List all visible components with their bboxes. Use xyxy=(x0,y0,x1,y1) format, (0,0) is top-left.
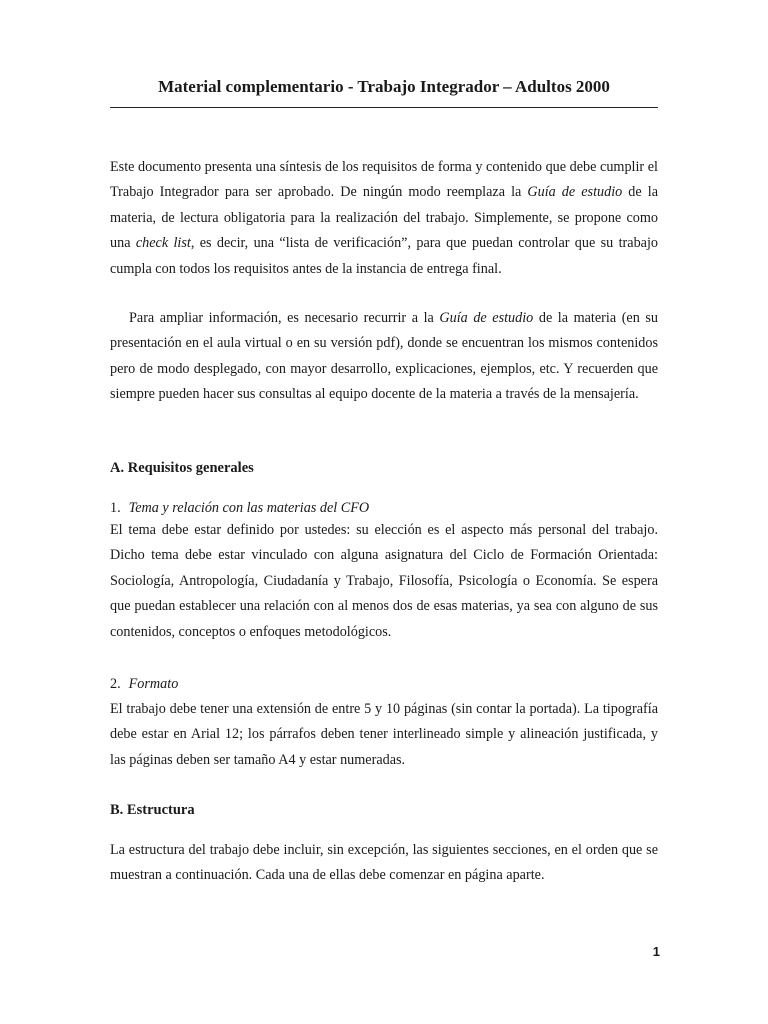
section-a-item-1-title xyxy=(110,497,658,519)
section-a-heading: A. Requisitos generales xyxy=(110,460,254,476)
section-b-heading: B. Estructura xyxy=(110,802,195,818)
intro-p2-guia: Guía de estudio xyxy=(439,310,534,326)
intro-p1-check-list: check list xyxy=(135,235,191,252)
page-number: 1 xyxy=(652,944,660,959)
intro-paragraph-1 xyxy=(110,155,658,282)
intro-p1-part-a: Este documento presenta una síntesis de los requisitos de forma y contenido que debe cumplir el Trabajo Integrador para ser aprobado. De ningún modo reemplaza la xyxy=(110,159,658,201)
section-b-body: La estructura del trabajo debe incluir, sin excepción, las siguientes secciones, en el orden que se muestran a continuación. Cada una de ellas debe comenzar en página aparte. xyxy=(110,842,658,884)
intro-paragraph-2 xyxy=(110,306,658,408)
page-header-title: Material complementario - Trabajo Integrador – Adultos 2000 xyxy=(158,77,610,96)
intro-p1-part-b: de la materia, de lectura obligatoria para la realización del trabajo. Simplemente, se propone como una xyxy=(110,184,658,252)
intro-p2-part-a: Para ampliar información, es necesario recurrir a la xyxy=(129,310,440,326)
item-1-number: 1. xyxy=(110,500,121,516)
item-1-title: Tema y relación con las materias del CFO xyxy=(128,500,370,516)
intro-p2-part-b: de la materia (en su presentación en el aula virtual o en su versión pdf), donde se encuentran los mismos contenidos pero de modo desplegado, con mayor desarrollo, explicaciones, ejemplos, etc. Y recuerden que siempre pueden hacer sus consultas al equipo docente de la materia a través de la mensajería. xyxy=(110,310,658,403)
header-divider xyxy=(110,107,658,108)
section-a-item-2-title xyxy=(110,673,658,695)
intro-p1-part-c: , es decir, una “lista de verificación”, para que puedan controlar que su trabajo cumpla con todos los requisitos antes de la instancia de entrega final. xyxy=(110,235,658,277)
section-a-item-1-body: El tema debe estar definido por ustedes: su elección es el aspecto más personal del trabajo. Dicho tema debe estar vinculado con alguna asignatura del Ciclo de Formación Orientada: Sociología, Antropología, Ciudadanía y Trabajo, Filosofía, Psicología o Economía. Se espera que puedan establecer una relación con al menos dos de esas materias, ya sea con alguno de sus contenidos, conceptos o enfoques metodológicos. xyxy=(110,522,658,640)
intro-p1-guia: Guía de estudio xyxy=(527,184,623,201)
item-2-title: Formato xyxy=(128,676,179,692)
section-a-item-2-body: El trabajo debe tener una extensión de entre 5 y 10 páginas (sin contar la portada). La tipografía debe estar en Arial 12; los párrafos deben tener interlineado simple y alineación justificada, y las páginas deben ser tamaño A4 y estar numeradas. xyxy=(110,701,658,768)
item-2-number: 2. xyxy=(110,676,121,692)
